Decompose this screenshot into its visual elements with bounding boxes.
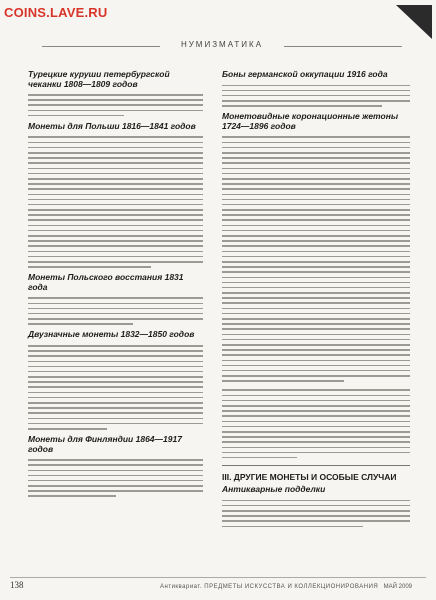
right-column: [222, 70, 410, 533]
article-title: Монеты Польского восстания 1831 года: [28, 272, 184, 292]
article-title: Боны германской оккупации 1916 года: [222, 69, 388, 79]
sub-article-title: Антикварные подделки: [222, 484, 326, 495]
text-line: [222, 455, 410, 460]
article-title: Монеты для Финляндии 1864—1917 годов: [28, 434, 182, 454]
article-body: [222, 387, 410, 460]
text-line: [28, 426, 203, 431]
section-title: НУМИЗМАТИКА: [180, 40, 264, 49]
section-divider: [222, 465, 410, 466]
text-line: [28, 113, 203, 118]
issue-date: МАЙ 2009: [383, 584, 412, 590]
article-body: [28, 92, 203, 118]
text-line: [28, 493, 203, 498]
article-body: [222, 498, 410, 529]
text-line: [28, 321, 203, 326]
article-body: [222, 134, 410, 383]
section-header: [42, 40, 402, 54]
section-header-rule-right: [284, 46, 402, 47]
article-title: Монетовидные коронационные жетоны 1724—1896 годов: [222, 111, 399, 131]
article-title: Монеты для Польши 1816—1841 годов: [28, 120, 196, 131]
article-body: [222, 83, 410, 109]
text-line: [222, 378, 410, 383]
page-number: 138: [10, 580, 24, 590]
site-watermark: COINS.LAVE.RU: [4, 5, 108, 20]
article-body: [28, 457, 203, 499]
article-title: Двузначные монеты 1832—1850 годов: [28, 329, 195, 340]
page-corner-shape: [396, 5, 432, 39]
article-body: [28, 134, 203, 269]
text-line: [222, 524, 410, 529]
article-title: Турецкие куруши петербургской чеканки 1808—1809 годов: [28, 69, 170, 89]
left-column: [28, 70, 203, 503]
article-body: [28, 343, 203, 431]
text-line: [222, 103, 410, 108]
article-body: [28, 295, 203, 326]
section-heading: III. ДРУГИЕ МОНЕТЫ И ОСОБЫЕ СЛУЧАИ: [222, 472, 397, 483]
text-line: [28, 264, 203, 269]
footer-rule: [10, 577, 426, 578]
journal-name: Антиквариат. ПРЕДМЕТЫ ИСКУССТВА И КОЛЛЕКЦИОНИРОВАНИЯ: [160, 584, 379, 590]
